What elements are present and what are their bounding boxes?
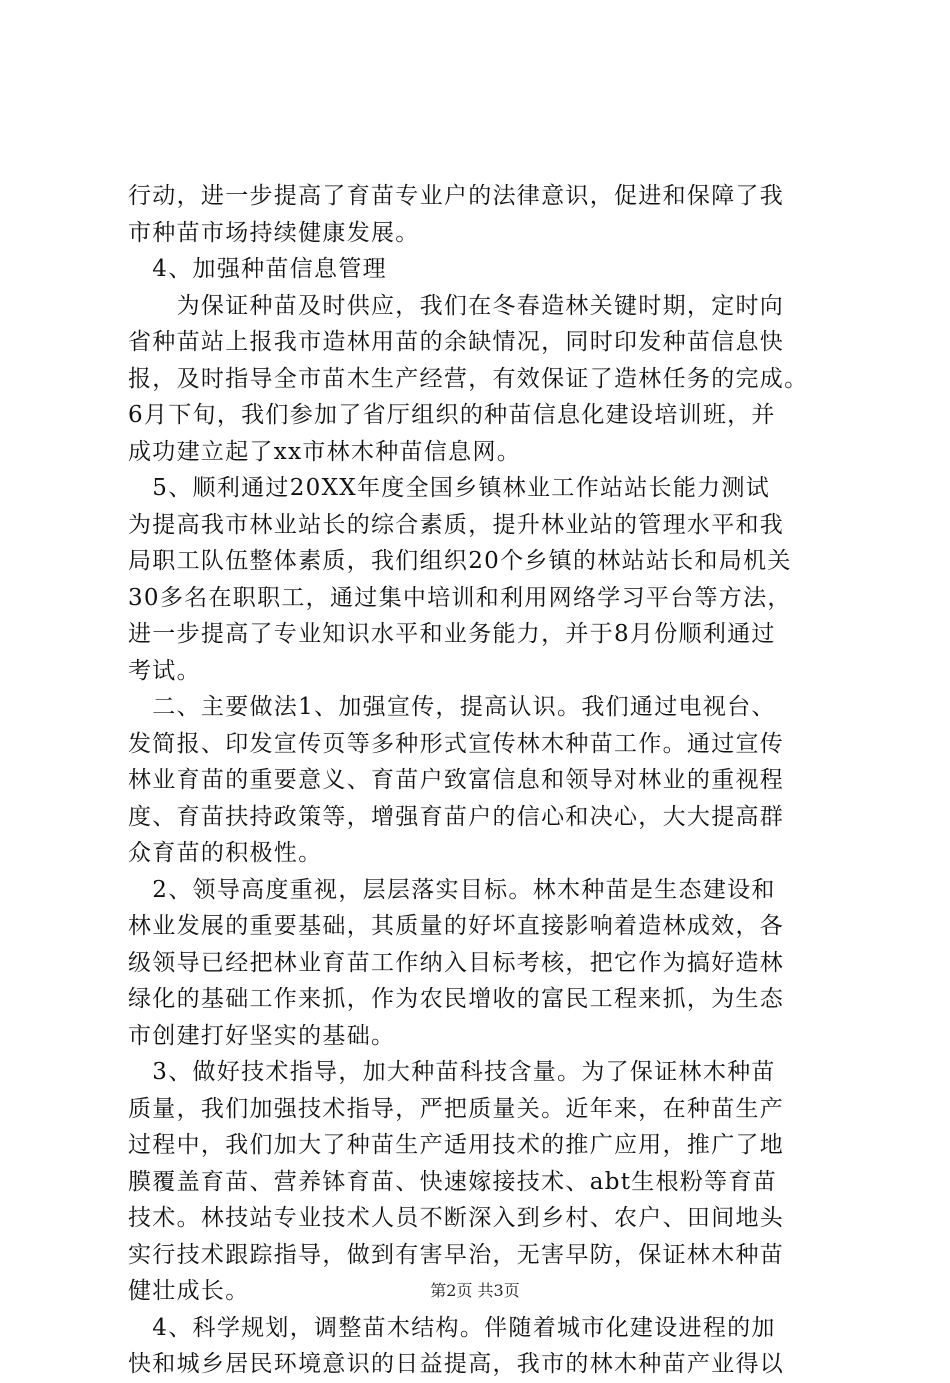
text-line: 市创建打好坚实的基础。 — [128, 1022, 396, 1049]
text-line: 30多名在职职工，通过集中培训和利用网络学习平台等方法， — [128, 584, 792, 611]
text-line: 林业发展的重要基础，其质量的好坏直接影响着造林成效，各 — [128, 913, 785, 939]
text-line: 5、顺利通过20XX年度全国乡镇林业工作站站长能力测试 — [128, 475, 771, 501]
text-line: 局职工队伍整体素质，我们组织20个乡镇的林站站长和局机关 — [128, 548, 792, 574]
body-text — [128, 178, 828, 1383]
text-line: 二、主要做法1、加强宣传，提高认识。我们通过电视台、 — [128, 694, 776, 720]
text-line: 3、做好技术指导，加大种苗科技含量。为了保证林木种苗 — [128, 1059, 776, 1085]
text-line: 为保证种苗及时供应，我们在冬春造林关键时期，定时向 — [128, 292, 785, 319]
text-line: 林业育苗的重要意义、育苗户致富信息和领导对林业的重视程 — [128, 767, 785, 793]
text-line: 快和城乡居民环境意识的日益提高，我市的林木种苗产业得以 — [128, 1351, 785, 1377]
text-line: 报，及时指导全市苗木生产经营，有效保证了造林任务的完成。 — [128, 365, 809, 392]
text-line: 4、科学规划，调整苗木结构。伴随着城市化建设进程的加 — [128, 1314, 776, 1341]
text-line: 膜覆盖育苗、营养钵育苗、快速嫁接技术、abt生根粉等育苗 — [128, 1168, 778, 1195]
text-line: 成功建立起了xx市林木种苗信息网。 — [128, 438, 522, 465]
text-line: 6月下旬，我们参加了省厅组织的种苗信息化建设培训班，并 — [128, 402, 776, 428]
text-line: 2、领导高度重视，层层落实目标。林木种苗是生态建设和 — [128, 876, 776, 903]
text-line: 绿化的基础工作来抓，作为农民增收的富民工程来抓，为生态 — [128, 986, 785, 1012]
text-line: 级领导已经把林业育苗工作纳入目标考核，把它作为搞好造林 — [128, 949, 785, 976]
text-line: 行动，进一步提高了育苗专业户的法律意识，促进和保障了我 — [128, 183, 785, 209]
text-line: 实行技术跟踪指导，做到有害早治，无害早防，保证林木种苗 — [128, 1241, 785, 1268]
text-line: 为提高我市林业站长的综合素质，提升林业站的管理水平和我 — [128, 511, 785, 538]
text-line: 考试。 — [128, 657, 201, 684]
text-line: 度、育苗扶持政策等，增强育苗户的信心和决心，大大提高群 — [128, 803, 785, 830]
page-footer: 第2页 共3页 — [430, 1281, 520, 1300]
text-line: 质量，我们加强技术指导，严把质量关。近年来，在种苗生产 — [128, 1095, 785, 1122]
text-line: 4、加强种苗信息管理 — [128, 256, 387, 282]
text-line: 市种苗市场持续健康发展。 — [128, 219, 420, 246]
text-line: 众育苗的积极性。 — [128, 840, 323, 866]
text-line: 省种苗站上报我市造林用苗的余缺情况，同时印发种苗信息快 — [128, 329, 785, 355]
text-line: 发简报、印发宣传页等多种形式宣传林木种苗工作。通过宣传 — [128, 730, 785, 757]
text-line: 健壮成长。 — [128, 1278, 250, 1304]
text-line: 进一步提高了专业知识水平和业务能力，并于8月份顺利通过 — [128, 621, 776, 647]
text-line: 过程中，我们加大了种苗生产适用技术的推广应用，推广了地 — [128, 1132, 785, 1158]
text-line: 技术。林技站专业技术人员不断深入到乡村、农户、田间地头 — [128, 1205, 785, 1231]
